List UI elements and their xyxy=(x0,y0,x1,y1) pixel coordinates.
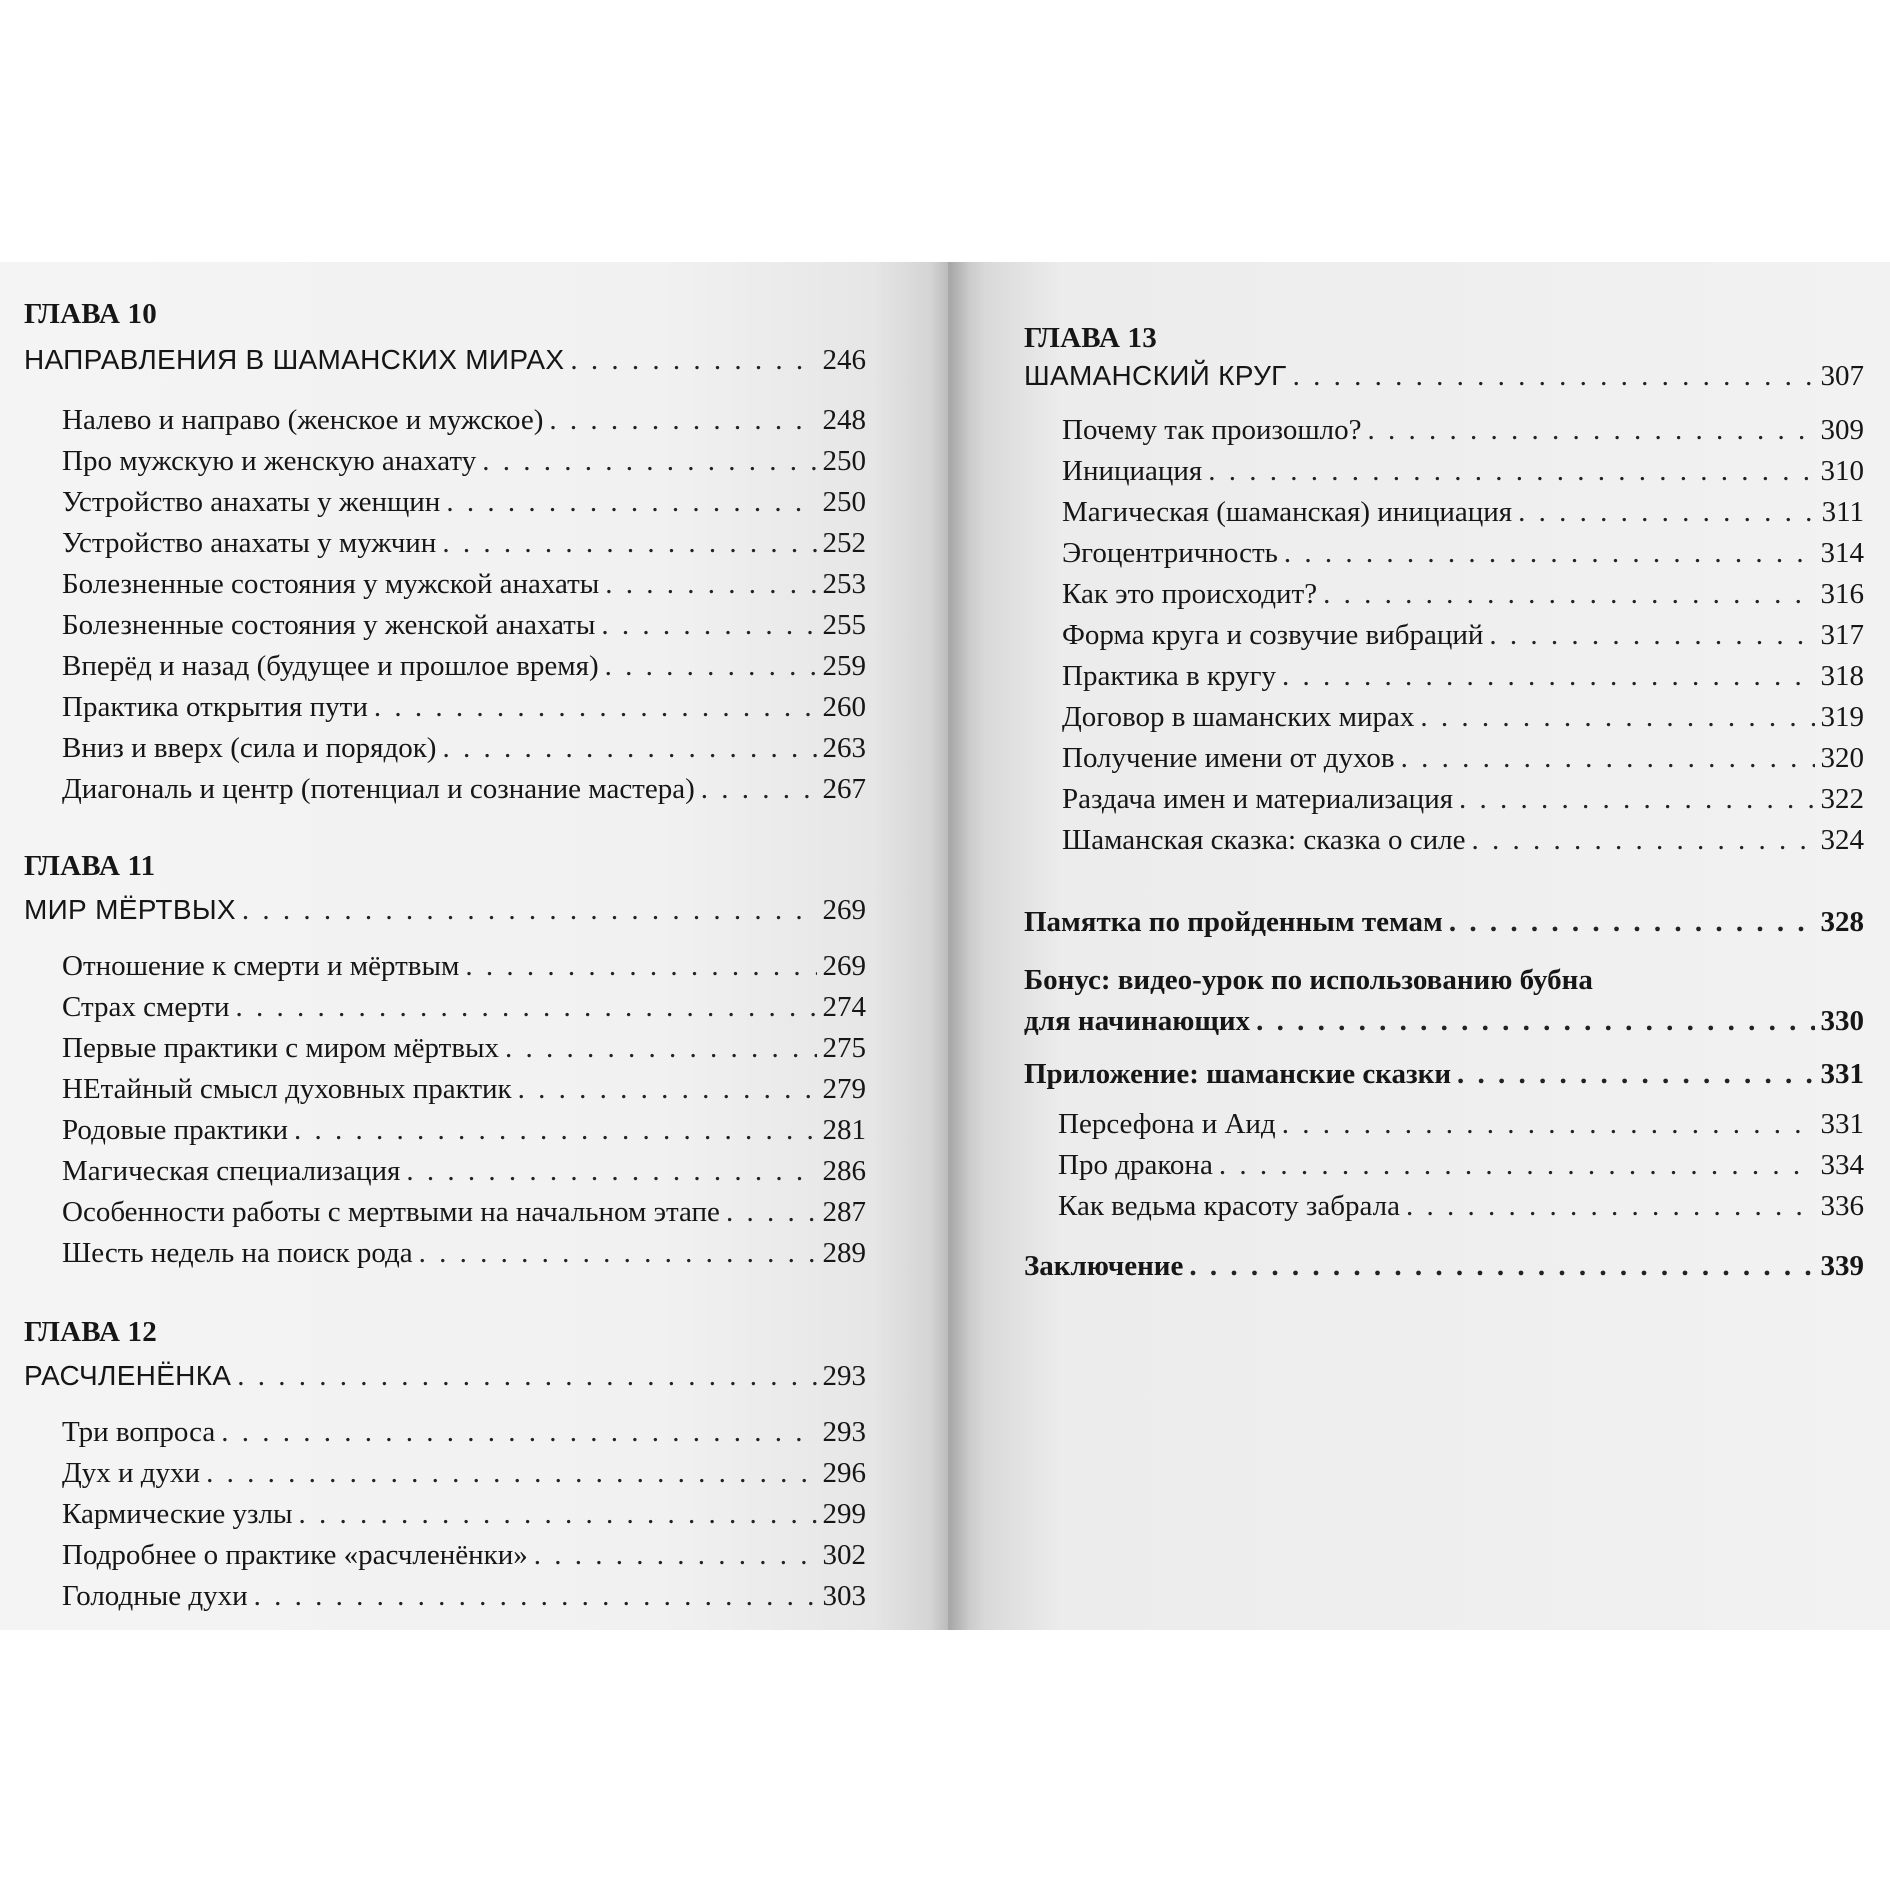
leader-dots xyxy=(549,402,816,438)
page-number: 275 xyxy=(822,1032,866,1064)
leader-dots xyxy=(221,1414,816,1450)
page-number: 293 xyxy=(822,1360,866,1392)
toc-entry xyxy=(1062,453,1864,489)
entry-label: Договор в шаманских мирах xyxy=(1062,701,1415,733)
entry-label: Магическая (шаманская) инициация xyxy=(1062,496,1513,528)
entry-label: Инициация xyxy=(1062,455,1203,487)
page-number: 293 xyxy=(822,1416,866,1448)
entry-label: для начинающих xyxy=(1024,1005,1251,1037)
entry-label: Памятка по пройденным темам xyxy=(1024,906,1443,938)
page-number: 319 xyxy=(1820,701,1864,733)
toc-entry xyxy=(62,1578,866,1614)
page-number: 302 xyxy=(822,1539,866,1571)
leader-dots xyxy=(1282,658,1814,694)
leader-dots xyxy=(237,1358,816,1394)
page-number: 331 xyxy=(1820,1058,1864,1090)
leader-dots xyxy=(1368,412,1815,448)
chapter-title-row xyxy=(24,892,866,928)
toc-entry xyxy=(62,648,866,684)
page-number: 314 xyxy=(1820,537,1864,569)
page-number: 322 xyxy=(1820,783,1864,815)
chapter-number: ГЛАВА 10 xyxy=(24,298,157,330)
leader-dots xyxy=(605,566,816,602)
page-number: 317 xyxy=(1820,619,1864,651)
left-page xyxy=(0,262,948,1630)
page-number: 318 xyxy=(1820,660,1864,692)
page-number: 331 xyxy=(1820,1108,1864,1140)
toc-entry xyxy=(62,1496,866,1532)
entry-label: Диагональ и центр (потенциал и сознание мастера) xyxy=(62,773,695,805)
page-number: 336 xyxy=(1820,1190,1864,1222)
entry-label: Болезненные состояния у мужской анахаты xyxy=(62,568,600,600)
toc-entry xyxy=(1058,1106,1864,1142)
page-number: 320 xyxy=(1820,742,1864,774)
page-number: 260 xyxy=(822,691,866,723)
entry-label: Особенности работы с мертвыми на начальном этапе xyxy=(62,1196,720,1228)
toc-entry xyxy=(62,525,866,561)
entry-label: Три вопроса xyxy=(62,1416,216,1448)
leader-dots xyxy=(1282,1106,1815,1142)
entry-label: Голодные духи xyxy=(62,1580,248,1612)
page-number: 259 xyxy=(822,650,866,682)
toc-entry xyxy=(62,402,866,438)
leader-dots xyxy=(601,607,816,643)
leader-dots xyxy=(442,730,816,766)
entry-label: Почему так произошло? xyxy=(1062,414,1362,446)
leader-dots xyxy=(1208,453,1814,489)
toc-entry xyxy=(62,1112,866,1148)
chapter-title: НАПРАВЛЕНИЯ В ШАМАНСКИХ МИРАХ xyxy=(24,344,565,375)
entry-label: Бонус: видео-урок по использованию бубна xyxy=(1024,964,1593,996)
entry-label: Шаманская сказка: сказка о силе xyxy=(1062,824,1466,856)
chapter-title: РАСЧЛЕНЁНКА xyxy=(24,1360,232,1391)
toc-entry xyxy=(62,484,866,520)
leader-dots xyxy=(605,648,817,684)
toc-entry xyxy=(1058,1147,1864,1183)
toc-entry xyxy=(1062,740,1864,776)
page-number: 281 xyxy=(822,1114,866,1146)
entry-label: Эгоцентричность xyxy=(1062,537,1278,569)
leader-dots xyxy=(1323,576,1814,612)
page-number: 250 xyxy=(822,486,866,518)
leader-dots xyxy=(442,525,816,561)
chapter-number: ГЛАВА 13 xyxy=(1024,322,1157,354)
page-number: 279 xyxy=(822,1073,866,1105)
leader-dots xyxy=(236,989,817,1025)
entry-label: Как ведьма красоту забрала xyxy=(1058,1190,1400,1222)
page-number: 287 xyxy=(822,1196,866,1228)
chapter-title-row xyxy=(24,1358,866,1394)
toc-entry xyxy=(1062,658,1864,694)
leader-dots xyxy=(406,1153,816,1189)
entry-label: Страх смерти xyxy=(62,991,230,1023)
chapter-title: ШАМАНСКИЙ КРУГ xyxy=(1024,360,1287,391)
page-number: 250 xyxy=(822,445,866,477)
leader-dots xyxy=(518,1071,817,1107)
page-number: 309 xyxy=(1820,414,1864,446)
leader-dots xyxy=(1284,535,1815,571)
page-number: 299 xyxy=(822,1498,866,1530)
page-number: 330 xyxy=(1820,1005,1864,1037)
toc-entry xyxy=(62,989,866,1025)
leader-dots xyxy=(1471,822,1814,858)
page-number: 334 xyxy=(1820,1149,1864,1181)
toc-memo xyxy=(1024,904,1864,940)
page-number: 252 xyxy=(822,527,866,559)
toc-entry xyxy=(62,730,866,766)
leader-dots xyxy=(1459,781,1814,817)
leader-dots xyxy=(419,1235,817,1271)
entry-label: Про дракона xyxy=(1058,1149,1213,1181)
leader-dots xyxy=(570,342,816,378)
toc-entry xyxy=(1062,699,1864,735)
entry-label: Заключение xyxy=(1024,1250,1184,1282)
page-number: 246 xyxy=(822,344,866,376)
toc-entry xyxy=(1058,1188,1864,1224)
toc-entry xyxy=(62,1071,866,1107)
toc-entry xyxy=(62,948,866,984)
toc-entry xyxy=(1062,822,1864,858)
page-number: 255 xyxy=(822,609,866,641)
leader-dots xyxy=(482,443,816,479)
toc-entry xyxy=(1062,617,1864,653)
leader-dots xyxy=(1518,494,1815,530)
page-number: 253 xyxy=(822,568,866,600)
leader-dots xyxy=(1401,740,1815,776)
leader-dots xyxy=(446,484,816,520)
toc-entry xyxy=(1062,781,1864,817)
page-number: 316 xyxy=(1820,578,1864,610)
leader-dots xyxy=(242,892,817,928)
entry-label: Вперёд и назад (будущее и прошлое время) xyxy=(62,650,599,682)
entry-label: Приложение: шаманские сказки xyxy=(1024,1058,1452,1090)
page-number: 310 xyxy=(1820,455,1864,487)
entry-label: Первые практики с миром мёртвых xyxy=(62,1032,499,1064)
entry-label: Шесть недель на поиск рода xyxy=(62,1237,413,1269)
chapter-title-row xyxy=(24,342,866,378)
leader-dots xyxy=(1293,358,1815,394)
entry-label: Про мужскую и женскую анахату xyxy=(62,445,477,477)
toc-bonus-line1 xyxy=(1024,962,1864,998)
page-number: 289 xyxy=(822,1237,866,1269)
leader-dots xyxy=(374,689,817,725)
page-number: 339 xyxy=(1820,1250,1864,1282)
toc-entry xyxy=(62,1153,866,1189)
entry-label: Магическая специализация xyxy=(62,1155,401,1187)
leader-dots xyxy=(294,1112,816,1148)
page-number: 296 xyxy=(822,1457,866,1489)
toc-entry xyxy=(62,443,866,479)
leader-dots xyxy=(701,771,817,807)
toc-entry xyxy=(62,1030,866,1066)
page-number: 311 xyxy=(1821,496,1864,528)
chapter-title-row xyxy=(1024,358,1864,394)
page-number: 328 xyxy=(1820,906,1864,938)
entry-label: Налево и направо (женское и мужское) xyxy=(62,404,544,436)
page-number: 248 xyxy=(822,404,866,436)
leader-dots xyxy=(1219,1147,1815,1183)
leader-dots xyxy=(254,1578,817,1614)
leader-dots xyxy=(298,1496,816,1532)
leader-dots xyxy=(1420,699,1814,735)
entry-label: Как это происходит? xyxy=(1062,578,1318,610)
toc-entry xyxy=(62,1455,866,1491)
page-number: 263 xyxy=(822,732,866,764)
page-number: 307 xyxy=(1820,360,1864,392)
toc-conclusion xyxy=(1024,1248,1864,1284)
page-number: 303 xyxy=(822,1580,866,1612)
toc-bonus xyxy=(1024,1003,1864,1039)
right-page xyxy=(948,262,1890,1630)
page-number: 274 xyxy=(822,991,866,1023)
page-number: 269 xyxy=(822,950,866,982)
leader-dots xyxy=(505,1030,817,1066)
entry-label: Форма круга и созвучие вибраций xyxy=(1062,619,1484,651)
leader-dots xyxy=(1457,1056,1814,1092)
toc-entry xyxy=(62,1235,866,1271)
entry-label: Болезненные состояния у женской анахаты xyxy=(62,609,596,641)
leader-dots xyxy=(1406,1188,1815,1224)
chapter-number: ГЛАВА 12 xyxy=(24,1316,157,1348)
entry-label: Устройство анахаты у мужчин xyxy=(62,527,437,559)
leader-dots xyxy=(534,1537,817,1573)
toc-entry xyxy=(62,607,866,643)
entry-label: Кармические узлы xyxy=(62,1498,293,1530)
entry-label: НЕтайный смысл духовных практик xyxy=(62,1073,512,1105)
entry-label: Подробнее о практике «расчленёнки» xyxy=(62,1539,528,1571)
toc-entry xyxy=(62,566,866,602)
toc-entry xyxy=(1062,412,1864,448)
chapter-title: МИР МЁРТВЫХ xyxy=(24,894,236,925)
entry-label: Дух и духи xyxy=(62,1457,201,1489)
toc-entry xyxy=(62,771,866,807)
page-number: 286 xyxy=(822,1155,866,1187)
toc-entry xyxy=(1062,535,1864,571)
entry-label: Устройство анахаты у женщин xyxy=(62,486,441,518)
toc-entry xyxy=(62,689,866,725)
entry-label: Практика открытия пути xyxy=(62,691,368,723)
entry-label: Отношение к смерти и мёртвым xyxy=(62,950,460,982)
leader-dots xyxy=(206,1455,816,1491)
entry-label: Получение имени от духов xyxy=(1062,742,1395,774)
page-number: 324 xyxy=(1820,824,1864,856)
toc-entry xyxy=(62,1537,866,1573)
page-number: 267 xyxy=(822,773,866,805)
leader-dots xyxy=(1256,1003,1814,1039)
toc-entry xyxy=(1062,494,1864,530)
leader-dots xyxy=(1449,904,1815,940)
entry-label: Практика в кругу xyxy=(1062,660,1277,692)
open-book xyxy=(0,262,1890,1630)
entry-label: Родовые практики xyxy=(62,1114,289,1146)
leader-dots xyxy=(1489,617,1814,653)
leader-dots xyxy=(1189,1248,1814,1284)
leader-dots xyxy=(465,948,816,984)
entry-label: Персефона и Аид xyxy=(1058,1108,1276,1140)
toc-entry xyxy=(1062,576,1864,612)
toc-appendix xyxy=(1024,1056,1864,1092)
toc-entry xyxy=(62,1194,866,1230)
entry-label: Раздача имен и материализация xyxy=(1062,783,1454,815)
entry-label: Вниз и вверх (сила и порядок) xyxy=(62,732,437,764)
leader-dots xyxy=(726,1194,817,1230)
chapter-number: ГЛАВА 11 xyxy=(24,850,156,882)
page-number: 269 xyxy=(822,894,866,926)
toc-entry xyxy=(62,1414,866,1450)
